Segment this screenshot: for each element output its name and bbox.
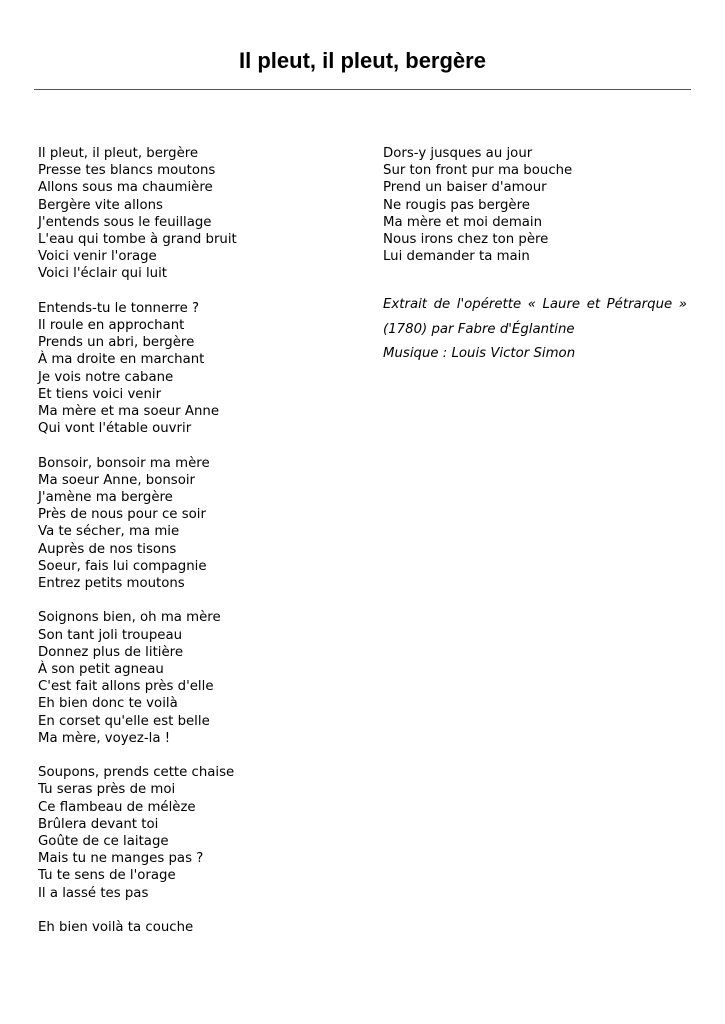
verse-line: L'eau qui tombe à grand bruit	[38, 232, 237, 248]
verse-line: Goûte de ce laitage	[38, 834, 169, 850]
verse-line: Près de nous pour ce soir	[38, 507, 206, 523]
verse-line: Donnez plus de litière	[38, 644, 184, 660]
verse-line: Entrez petits moutons	[38, 576, 185, 592]
verse-line: Je vois notre cabane	[38, 369, 174, 385]
verse-line: Qui vont l'étable ouvrir	[38, 421, 192, 437]
stanza	[38, 609, 358, 747]
verse-line: Il roule en approchant	[38, 318, 185, 334]
verse-line: Ne rougis pas bergère	[383, 197, 530, 213]
verse-line: Ma mère et moi demain	[383, 214, 543, 230]
credits-line-3: Musique : Louis Victor Simon	[383, 346, 576, 362]
title-divider	[34, 89, 691, 90]
page-title: Il pleut, il pleut, bergère	[239, 48, 486, 73]
stanza	[38, 919, 358, 936]
credits-line-1	[383, 293, 687, 318]
verse-line: J'amène ma bergère	[38, 490, 173, 506]
verse-line: Ma soeur Anne, bonsoir	[38, 472, 196, 488]
right-column	[383, 145, 693, 367]
verse-line: Il a lassé tes pas	[38, 885, 149, 901]
verse-line: Ce flambeau de mélèze	[38, 799, 196, 815]
verse-line: Soeur, fais lui compagnie	[38, 558, 207, 574]
verse-line: Entends-tu le tonnerre ?	[38, 300, 200, 316]
verse-line: Tu seras près de moi	[38, 782, 176, 798]
verse-line: Auprès de nos tisons	[38, 541, 177, 557]
verse-line: Presse tes blancs moutons	[38, 163, 216, 179]
stanza	[383, 145, 693, 265]
verse-line: Et tiens voici venir	[38, 386, 162, 402]
verse-line: En corset qu'elle est belle	[38, 713, 210, 729]
credits-word: Extrait	[383, 297, 428, 313]
verse-line: Allons sous ma chaumière	[38, 180, 213, 196]
verse-line: Son tant joli troupeau	[38, 627, 183, 643]
verse-line: Il pleut, il pleut, bergère	[38, 146, 199, 161]
credits-word: l'opérette	[456, 297, 522, 313]
stanza	[38, 455, 358, 593]
left-column	[38, 145, 358, 953]
verse-line: Voici l'éclair qui luit	[38, 266, 168, 282]
stanza	[38, 764, 358, 902]
verse-line: Nous irons chez ton père	[383, 232, 549, 248]
stanza	[38, 300, 358, 438]
verse-line: Soupons, prends cette chaise	[38, 765, 235, 781]
verse-line: C'est fait allons près d'elle	[38, 679, 214, 695]
verse-line: Lui demander ta main	[383, 249, 530, 265]
credits-line-2: (1780) par Fabre d'Églantine	[383, 321, 575, 337]
verse-line: Mais tu ne manges pas ?	[38, 851, 204, 867]
verse-line: À son petit agneau	[38, 662, 164, 678]
verse-line: J'entends sous le feuillage	[38, 214, 212, 230]
verse-line: Bergère vite allons	[38, 197, 163, 213]
verse-line: Bonsoir, bonsoir ma mère	[38, 455, 210, 471]
credits-word: «	[527, 297, 536, 313]
credits-word: de	[433, 297, 451, 313]
verse-line: Voici venir l'orage	[38, 249, 157, 265]
verse-line: Sur ton front pur ma bouche	[383, 163, 573, 179]
verse-line: Ma mère, voyez-la !	[38, 730, 171, 746]
credits-word: Pétrarque	[606, 297, 673, 313]
verse-line: Brûlera devant toi	[38, 816, 159, 832]
credits-word: Laure	[542, 297, 581, 313]
verse-line: Eh bien voilà ta couche	[38, 920, 194, 936]
credits	[383, 293, 693, 367]
verse-line: Dors-y jusques au jour	[383, 146, 533, 161]
verse-line: Va te sécher, ma mie	[38, 524, 180, 540]
verse-line: Ma mère et ma soeur Anne	[38, 404, 220, 420]
credits-word: »	[678, 297, 687, 313]
verse-line: Prends un abri, bergère	[38, 335, 195, 351]
verse-line: À ma droite en marchant	[38, 352, 205, 368]
verse-line: Tu te sens de l'orage	[38, 868, 176, 884]
verse-line: Prend un baiser d'amour	[383, 180, 547, 196]
stanza	[38, 145, 358, 283]
credits-word: et	[586, 297, 601, 313]
verse-line: Soignons bien, oh ma mère	[38, 610, 221, 626]
verse-line: Eh bien donc te voilà	[38, 696, 178, 712]
